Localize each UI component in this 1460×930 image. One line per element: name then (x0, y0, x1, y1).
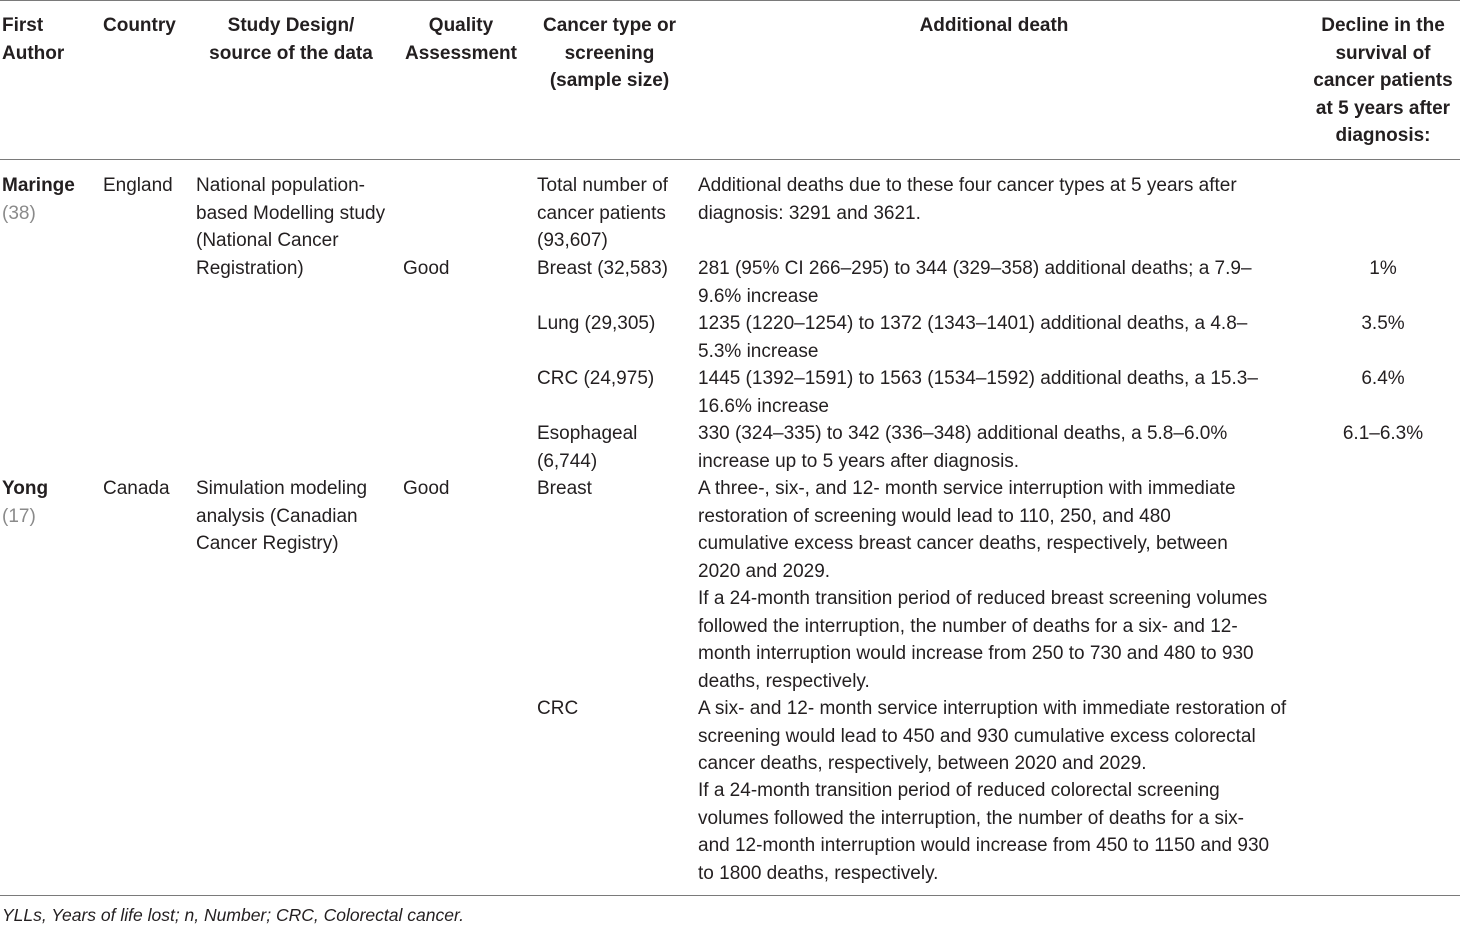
yong-row-death: A six- and 12- month service interruption with immediate restoration of screening would lead to 450 and 930 cumulative excess colorectal cancer deaths, respectively, between 2020 and 2029. (698, 698, 1287, 774)
yong-row-death: If a 24-month transition period of reduced colorectal screening volumes followed the interruption, the number of deaths for a six- and 12-month interruption would increase from 450 to 1150 and 930 to 1800 deaths, respectively. (698, 780, 1270, 884)
maringe-row-death: Additional deaths due to these four cancer types at 5 years after diagnosis: 3291 and 3621. (698, 175, 1237, 224)
top-rule (0, 0, 1460, 1)
yong-country: Canada (103, 478, 170, 499)
maringe-ref-link[interactable]: (38) (2, 202, 36, 224)
maringe-row-type: Lung (29,305) (537, 313, 656, 334)
header-cancer-type: Cancer type or screening (sample size) (542, 15, 677, 91)
table-footnote: YLLs, Years of life lost; n, Number; CRC, Colorectal cancer. (2, 905, 464, 925)
header-country: Country (103, 15, 176, 36)
yong-quality: Good (403, 478, 450, 499)
maringe-row-death: 1235 (1220–1254) to 1372 (1343–1401) additional deaths, a 4.8–5.3% increase (698, 313, 1248, 362)
maringe-row-death: 281 (95% CI 266–295) to 344 (329–358) additional deaths; a 7.9–9.6% increase (698, 258, 1252, 307)
maringe-country: England (103, 175, 173, 196)
maringe-author: Maringe (2, 175, 75, 196)
bottom-rule (0, 895, 1460, 896)
header-quality: Quality Assessment (405, 15, 517, 64)
maringe-row-death: 1445 (1392–1591) to 1563 (1534–1592) additional deaths, a 15.3–16.6% increase (698, 368, 1258, 417)
maringe-design: National population-based Modelling study (National Cancer Registration) (196, 175, 386, 279)
maringe-row-type: Total number of cancer patients (93,607) (537, 175, 668, 251)
maringe-quality: Good (403, 258, 450, 279)
header-study-design: Study Design/ source of the data (209, 15, 373, 64)
maringe-row-death: 330 (324–335) to 342 (336–348) additional deaths, a 5.8–6.0% increase up to 5 years after diagnosis. (698, 423, 1228, 472)
maringe-row-decline: 6.1–6.3% (1342, 423, 1424, 444)
header-decline: Decline in the survival of cancer patients at 5 years after diagnosis: (1313, 15, 1453, 146)
header-rule (0, 159, 1460, 160)
yong-row-type: CRC (537, 698, 579, 719)
maringe-row-decline: 1% (1369, 258, 1397, 279)
yong-author: Yong (2, 478, 49, 499)
yong-row-type: Breast (537, 478, 592, 499)
maringe-row-type: Esophageal (6,744) (537, 423, 638, 472)
header-first-author: First Author (2, 15, 65, 64)
yong-author-cell (2, 475, 92, 530)
maringe-row-type: Breast (32,583) (537, 258, 668, 279)
yong-ref-link[interactable]: (17) (2, 505, 36, 527)
maringe-row-decline: 6.4% (1361, 368, 1405, 389)
header-additional-death: Additional death (919, 15, 1069, 36)
yong-row-death: A three-, six-, and 12- month service interruption with immediate restoration of screening would lead to 110, 250, and 480 cumulative excess breast cancer deaths, respectively, between 2020 and 2029. (698, 478, 1236, 582)
maringe-row-decline: 3.5% (1361, 313, 1405, 334)
maringe-author-cell (2, 172, 92, 227)
yong-row-death: If a 24-month transition period of reduced breast screening volumes followed the interruption, the number of deaths for a six- and 12-month interruption would increase from 250 to 730 and 480 to 930 deaths, respectively. (698, 588, 1268, 692)
yong-design: Simulation modeling analysis (Canadian Cancer Registry) (196, 478, 368, 554)
maringe-row-type: CRC (24,975) (537, 368, 655, 389)
